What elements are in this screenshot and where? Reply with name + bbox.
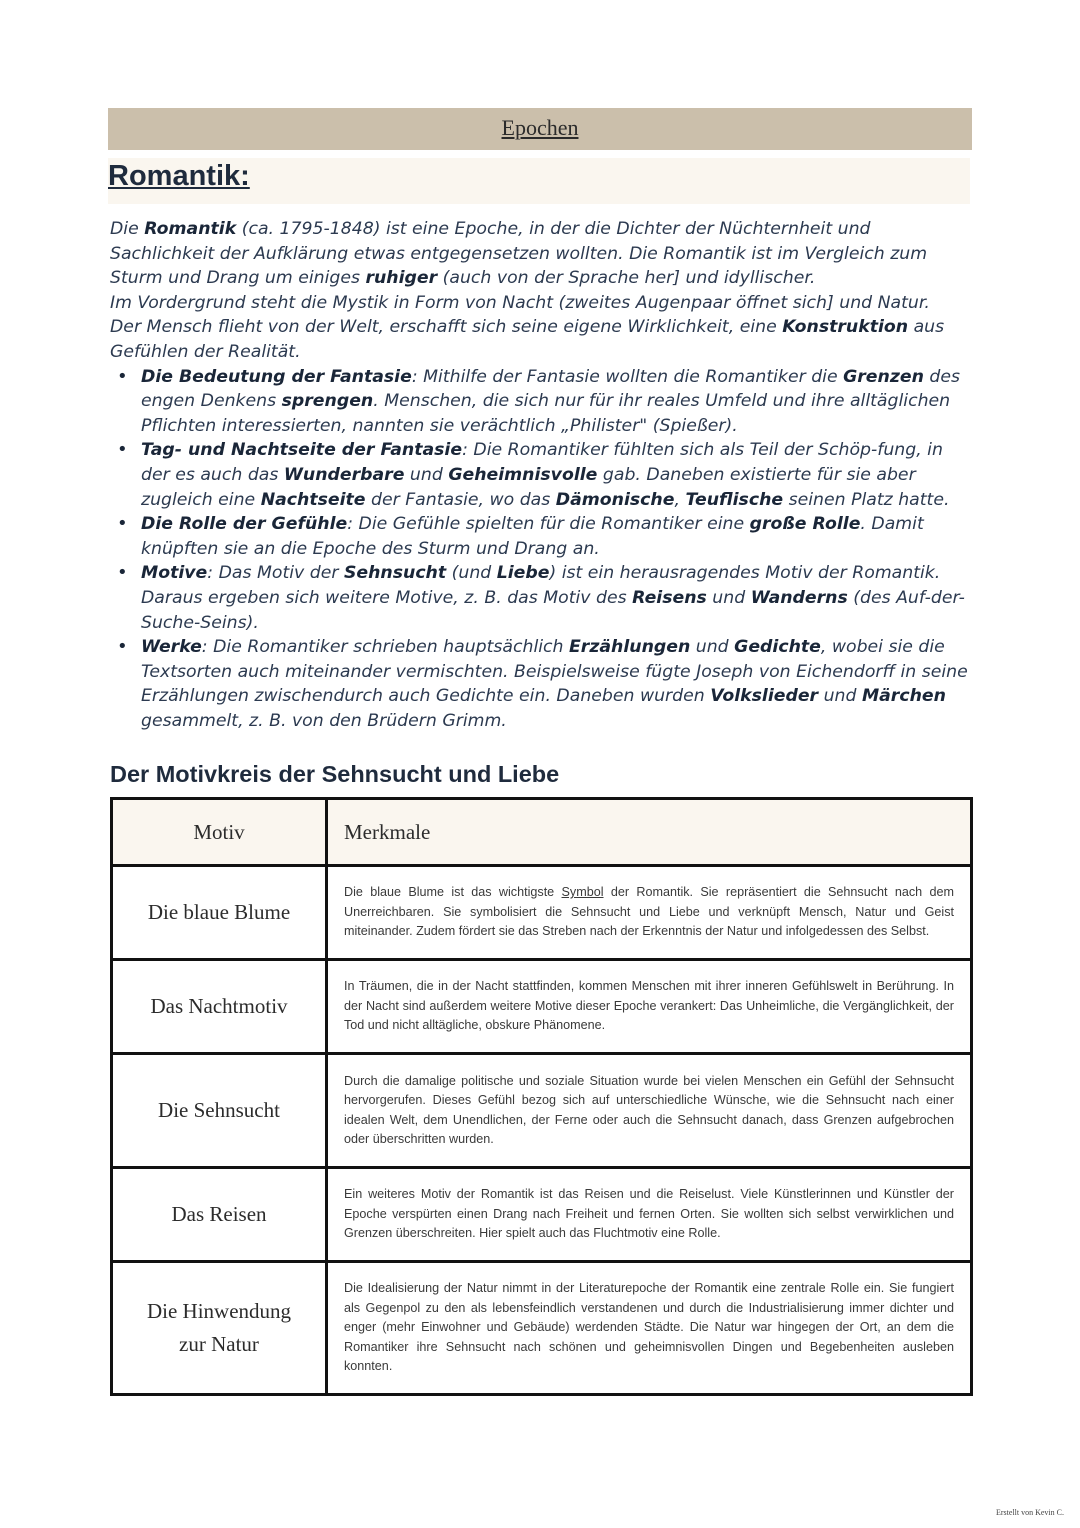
text-span: seinen Platz hatte. [783,489,950,510]
bold-term: Teuflische [685,489,784,510]
bullet-item [141,635,970,733]
bold-term: Wunderbare [283,464,405,485]
intro-text [110,217,970,733]
bold-term: Werke [141,637,202,658]
motif-table [110,797,973,1396]
bold-term: Gedichte [734,637,821,658]
bold-term: Romantik [144,219,237,239]
title-bar [108,158,970,204]
motif-line: zur Natur [179,1332,259,1356]
symbol-term: Symbol [561,885,604,900]
text-span: (und [446,563,497,584]
bold-term: Märchen [861,686,946,707]
text-span: und [818,686,862,707]
page-title: Romantik: [108,160,250,192]
text-span: . Menschen, die sich nur für ihr reales Umfeld und ihre alltäglichen Pflichten interessierten, nannten sie verächtlich „Philister" (Spießer). [141,391,951,436]
bold-term: Wanderns [750,587,848,608]
text-span: : Die Romantiker fühlten sich als Teil der Schöp-fung, in der es auch das [141,440,943,485]
footer-credit: Erstellt von Kevin C. [996,1508,1064,1517]
bold-term: Erzählungen [569,637,691,658]
features-cell: Durch die damalige politische und soziale Situation wurde bei vielen Menschen ein Gefühl der Sehnsucht hervorgerufen. Dieses Gefühl bezog sich auf unterschiedliche Wünsche, wie die Sehnsucht nach einer idealen Welt, dem Unendlichen, der Ferne oder auch die Sehnsucht danach, dass Grenzen aufgebrochen oder überschritten wurden. [327,1054,972,1168]
bold-term: Dämonische [555,489,675,510]
table-row [112,1054,972,1168]
motif-cell: Das Reisen [112,1168,327,1262]
table-header-row [112,799,972,866]
table-row [112,1262,972,1395]
text-span: und [706,587,751,608]
text-span: (ca. 1795-1848) ist eine Epoche, in der die Dichter der Nüchternheit und Sachlichkeit der Aufklärung etwas entgegensetzen wollten. Die Romantik ist im Vergleich zum Sturm und Drang um einiges [110,219,928,289]
text-span: aus Gefühlen der Realität. [110,317,945,362]
bold-term: sprengen [281,391,374,412]
text-span: , wobei sie die Textsorten auch miteinander vermischten. Beispielsweise fügte Joseph von Eichendorff in seine Erzählungen zwischendurch auch Gedichte ein. Daneben wurden [141,637,968,707]
text-span: gab. Daneben existierte für sie aber zugleich eine [141,464,916,510]
intro-paragraph-3 [110,315,970,364]
motif-cell: Die Sehnsucht [112,1054,327,1168]
intro-paragraph-1 [110,217,970,291]
text-span: der Romantik. Sie repräsentiert die Sehnsucht nach dem Unerreichbaren. Sie symbolisiert die Sehnsucht und Liebe und verknüpft Mensch, Natur und Geist miteinander. Zudem fördert sie das Streben nach der Erkenntnis der Natur und infolgedessen des Selbst. [344,885,954,939]
bold-term: Reisens [632,587,707,608]
features-cell: Ein weiteres Motiv der Romantik ist das Reisen und die Reiselust. Viele Künstlerinnen und Künstler der Epoche verspürten einen Drang nach Freiheit und fernen Orten. Sie wollten sich selbst verwirklichen und Grenzen überschreiten. Hier spielt auch das Fluchtmotiv eine Rolle. [327,1168,972,1262]
features-cell: Die Idealisierung der Natur nimmt in der Literaturepoche der Romantik eine zentrale Rolle ein. Sie fungiert als Gegenpol zu den als lebensfeindlich verstandenen und durch die Industrialisierung immer dichter und enger (mehr Einwohner und Gebäude) werdenden Städte. Die Natur war hingegen der Ort, an dem die Romantiker ihre Sehnsucht nach schönen und geheimnisvollen Dingen und Begebenheiten ausleben konnten. [327,1262,972,1395]
epoch-banner-label: Epochen [501,115,579,140]
bold-term: Nachtseite [260,489,366,510]
bold-term: Die Bedeutung der Fantasie [141,366,412,387]
text-span: (des Auf-der-Suche-Seins). [141,587,965,633]
bold-term: Sehnsucht [343,563,447,584]
epoch-banner [108,108,972,150]
text-span: und [690,637,735,658]
text-span: des engen Denkens [141,366,961,412]
bullet-list [110,365,970,734]
section-title: Der Motivkreis der Sehnsucht und Liebe [110,761,560,787]
bold-term: ruhiger [365,268,438,289]
bold-term: Liebe [496,563,550,584]
motif-cell: Das Nachtmotiv [112,960,327,1054]
intro-paragraph-2: Im Vordergrund steht die Mystik in Form von Nacht (zweites Augenpaar öffnet sich] und Natur. [110,292,930,313]
bold-term: Grenzen [843,366,924,387]
text-span: Die blaue Blume ist das wichtigste [344,885,562,900]
bold-term: Konstruktion [782,317,909,338]
column-header-features: Merkmale [327,799,972,866]
column-header-motif: Motiv [112,799,327,866]
text-span: . Damit knüpften sie an die Epoche des Sturm und Drang an. [141,514,924,559]
text-span: : Die Romantiker schrieben hauptsächlich [201,637,569,658]
text-span: Der Mensch flieht von der Welt, erschafft sich seine eigene Wirklichkeit, eine [110,317,783,338]
text-span: : Die Gefühle spielten für die Romantiker eine [347,514,750,535]
text-span: gesammelt, z. B. von den Brüdern Grimm. [141,710,507,731]
motif-line: Die Hinwendung [146,1299,292,1323]
bullet-item [141,365,970,439]
table-row [112,1168,972,1262]
features-cell: In Träumen, die in der Nacht stattfinden, kommen Menschen mit ihrer inneren Gefühlswelt in Berührung. In der Nacht sind außerdem weitere Motive dieser Epoche verankert: Das Unheimliche, die Vergänglichkeit, der Tod und nicht alltägliche, obskure Phänomene. [327,960,972,1054]
text-span: Die [110,219,145,239]
bold-term: große Rolle [749,514,861,535]
text-span: : Mithilfe der Fantasie wollten die Romantiker die [411,366,844,387]
bold-term: Die Rolle der Gefühle [141,514,348,535]
bold-term: Motive [141,563,208,584]
motif-cell: Die blaue Blume [112,866,327,960]
bullet-item [141,512,970,561]
text-span: ) ist ein herausragendes Motiv der Romantik. Daraus ergeben sich weitere Motive, z. B. das Motiv des [141,563,941,608]
table-row [112,866,972,960]
text-span: (auch von der Sprache her] und idyllischer. [437,268,816,289]
text-span: und [404,464,449,485]
bold-term: Tag- und Nachtseite der Fantasie [141,440,463,461]
text-span: der Fantasie, wo das [365,489,556,510]
text-span: : Das Motiv der [207,563,344,584]
motif-cell [112,1262,327,1395]
table-row [112,960,972,1054]
bullet-item [141,561,970,635]
bold-term: Geheimnisvolle [448,464,598,485]
features-cell [327,866,972,960]
bullet-item [141,438,970,512]
bold-term: Volkslieder [710,686,819,707]
text-span: , [674,489,686,510]
